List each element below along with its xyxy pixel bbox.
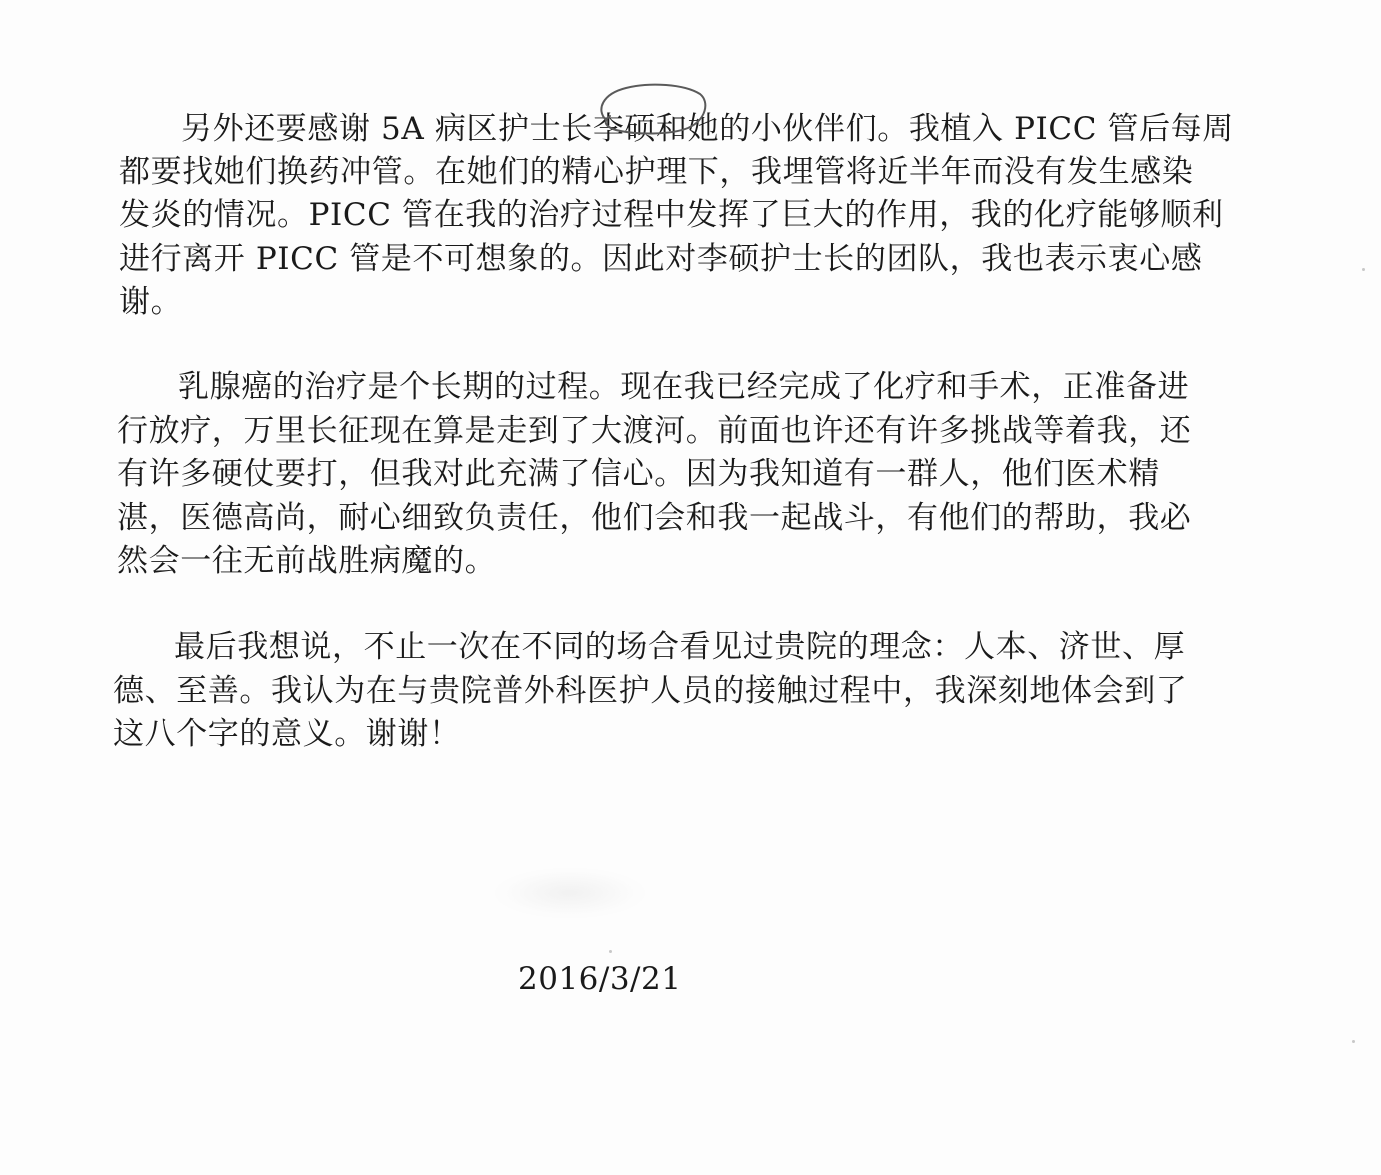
paragraph-1-line-1: 另外还要感谢 5A 病区护士长李硕和她的小伙伴们。我植入 PICC 管后每周 [181, 111, 1234, 147]
paragraph-1-line-5: 谢。 [119, 284, 183, 320]
scan-speck [1362, 268, 1365, 271]
paragraph-1-line-3: 发炎的情况。PICC 管在我的治疗过程中发挥了巨大的作用，我的化疗能够顺利 [119, 197, 1224, 233]
scan-speck [609, 950, 612, 953]
paragraph-1-line-4: 进行离开 PICC 管是不可想象的。因此对李硕护士长的团队，我也表示衷心感 [119, 241, 1203, 277]
scan-speck [1352, 1040, 1355, 1043]
paragraph-2-line-4: 湛，医德高尚，耐心细致负责任，他们会和我一起战斗，有他们的帮助，我必 [117, 500, 1192, 536]
paragraph-2-line-2: 行放疗，万里长征现在算是走到了大渡河。前面也许还有许多挑战等着我，还 [117, 413, 1192, 449]
erased-signature-area [495, 868, 645, 918]
letter-date: 2016/3/21 [518, 961, 682, 997]
paragraph-2-line-1: 乳腺癌的治疗是个长期的过程。现在我已经完成了化疗和手术，正准备进 [178, 369, 1190, 405]
paragraph-2-line-5: 然会一往无前战胜病魔的。 [117, 543, 497, 579]
paragraph-3-line-1: 最后我想说，不止一次在不同的场合看见过贵院的理念：人本、济世、厚 [174, 629, 1186, 665]
paragraph-3-line-2: 德、至善。我认为在与贵院普外科医护人员的接触过程中，我深刻地体会到了 [113, 673, 1188, 709]
paragraph-2-line-3: 有许多硬仗要打，但我对此充满了信心。因为我知道有一群人，他们医术精 [117, 456, 1160, 492]
paragraph-3-line-3: 这八个字的意义。谢谢！ [113, 716, 461, 752]
paragraph-1-line-2: 都要找她们换药冲管。在她们的精心护理下，我埋管将近半年而没有发生感染 [119, 154, 1194, 190]
